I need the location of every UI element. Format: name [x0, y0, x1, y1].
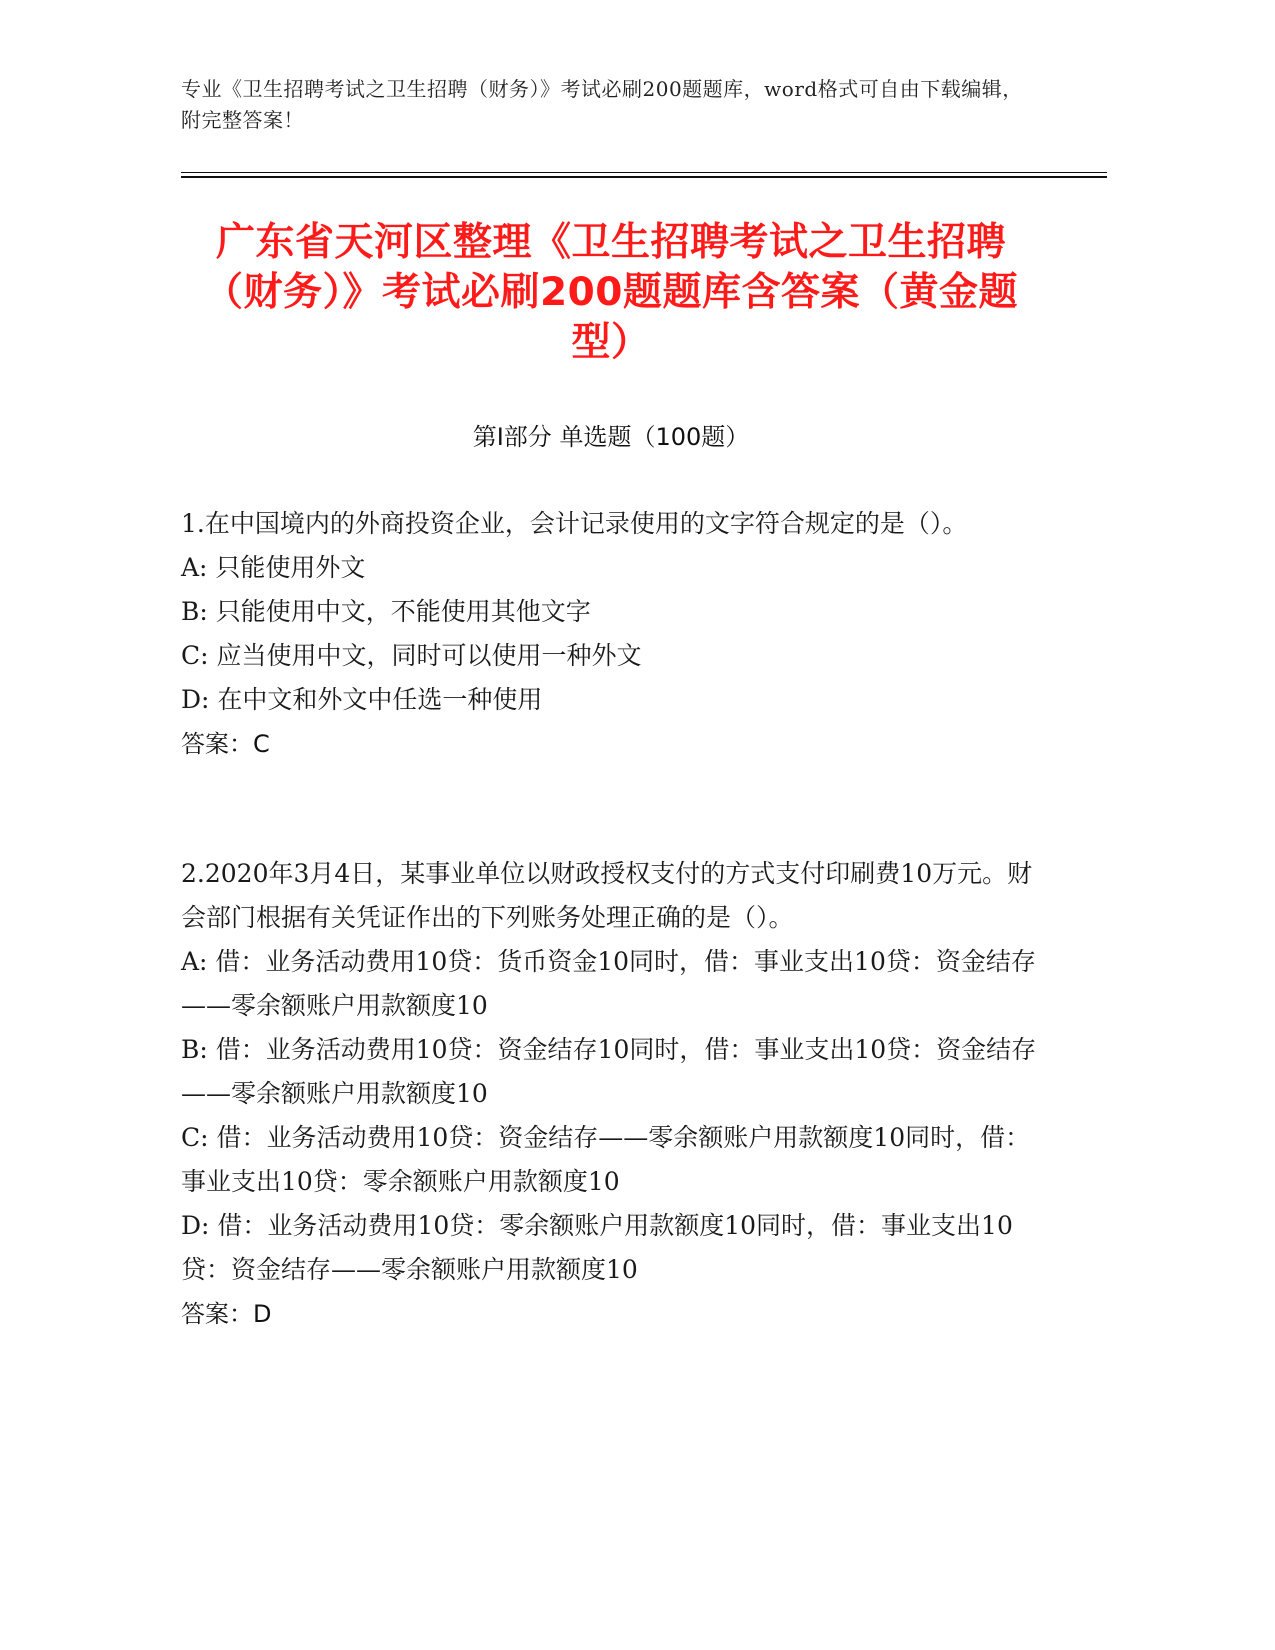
header-divider-thin [181, 172, 1107, 173]
document-title: 广东省天河区整理《卫生招聘考试之卫生招聘（财务）》考试必刷200题题库含答案（黄金题型） [204, 220, 1018, 365]
option-b: B: 只能使用中文，不能使用其他文字 [181, 597, 591, 626]
option-d: D: 借：业务活动费用10贷：零余额账户用款额度10同时，借：事业支出10贷：资金结存——零余额账户用款额度10 [181, 1211, 1013, 1284]
option-a: A: 借：业务活动费用10贷：货币资金10同时，借：事业支出10贷：资金结存——零余额账户用款额度10 [181, 947, 1036, 1020]
header-divider-thick [181, 176, 1107, 178]
section-heading: 第Ⅰ部分 单选题（100题） [472, 423, 750, 451]
option-a: A: 只能使用外文 [181, 553, 366, 582]
answer: 答案：D [181, 1300, 272, 1328]
header-note: 专业《卫生招聘考试之卫生招聘（财务）》考试必刷200题题库，word格式可自由下载编辑，附完整答案！ [181, 77, 1023, 132]
question-stem: 2.2020年3月4日，某事业单位以财政授权支付的方式支付印刷费10万元。财会部门根据有关凭证作出的下列账务处理正确的是（）。 [181, 859, 1033, 932]
question-1 [181, 502, 1041, 766]
question-stem: 1.在中国境内的外商投资企业，会计记录使用的文字符合规定的是（）。 [181, 509, 968, 538]
question-2 [181, 852, 1041, 1336]
option-b: B: 借：业务活动费用10贷：资金结存10同时，借：事业支出10贷：资金结存——零余额账户用款额度10 [181, 1035, 1037, 1108]
answer: 答案：C [181, 730, 270, 758]
option-c: C: 借：业务活动费用10贷：资金结存——零余额账户用款额度10同时，借：事业支出10贷：零余额账户用款额度10 [181, 1123, 1031, 1196]
option-c: C: 应当使用中文，同时可以使用一种外文 [181, 641, 642, 670]
option-d: D: 在中文和外文中任选一种使用 [181, 685, 543, 714]
